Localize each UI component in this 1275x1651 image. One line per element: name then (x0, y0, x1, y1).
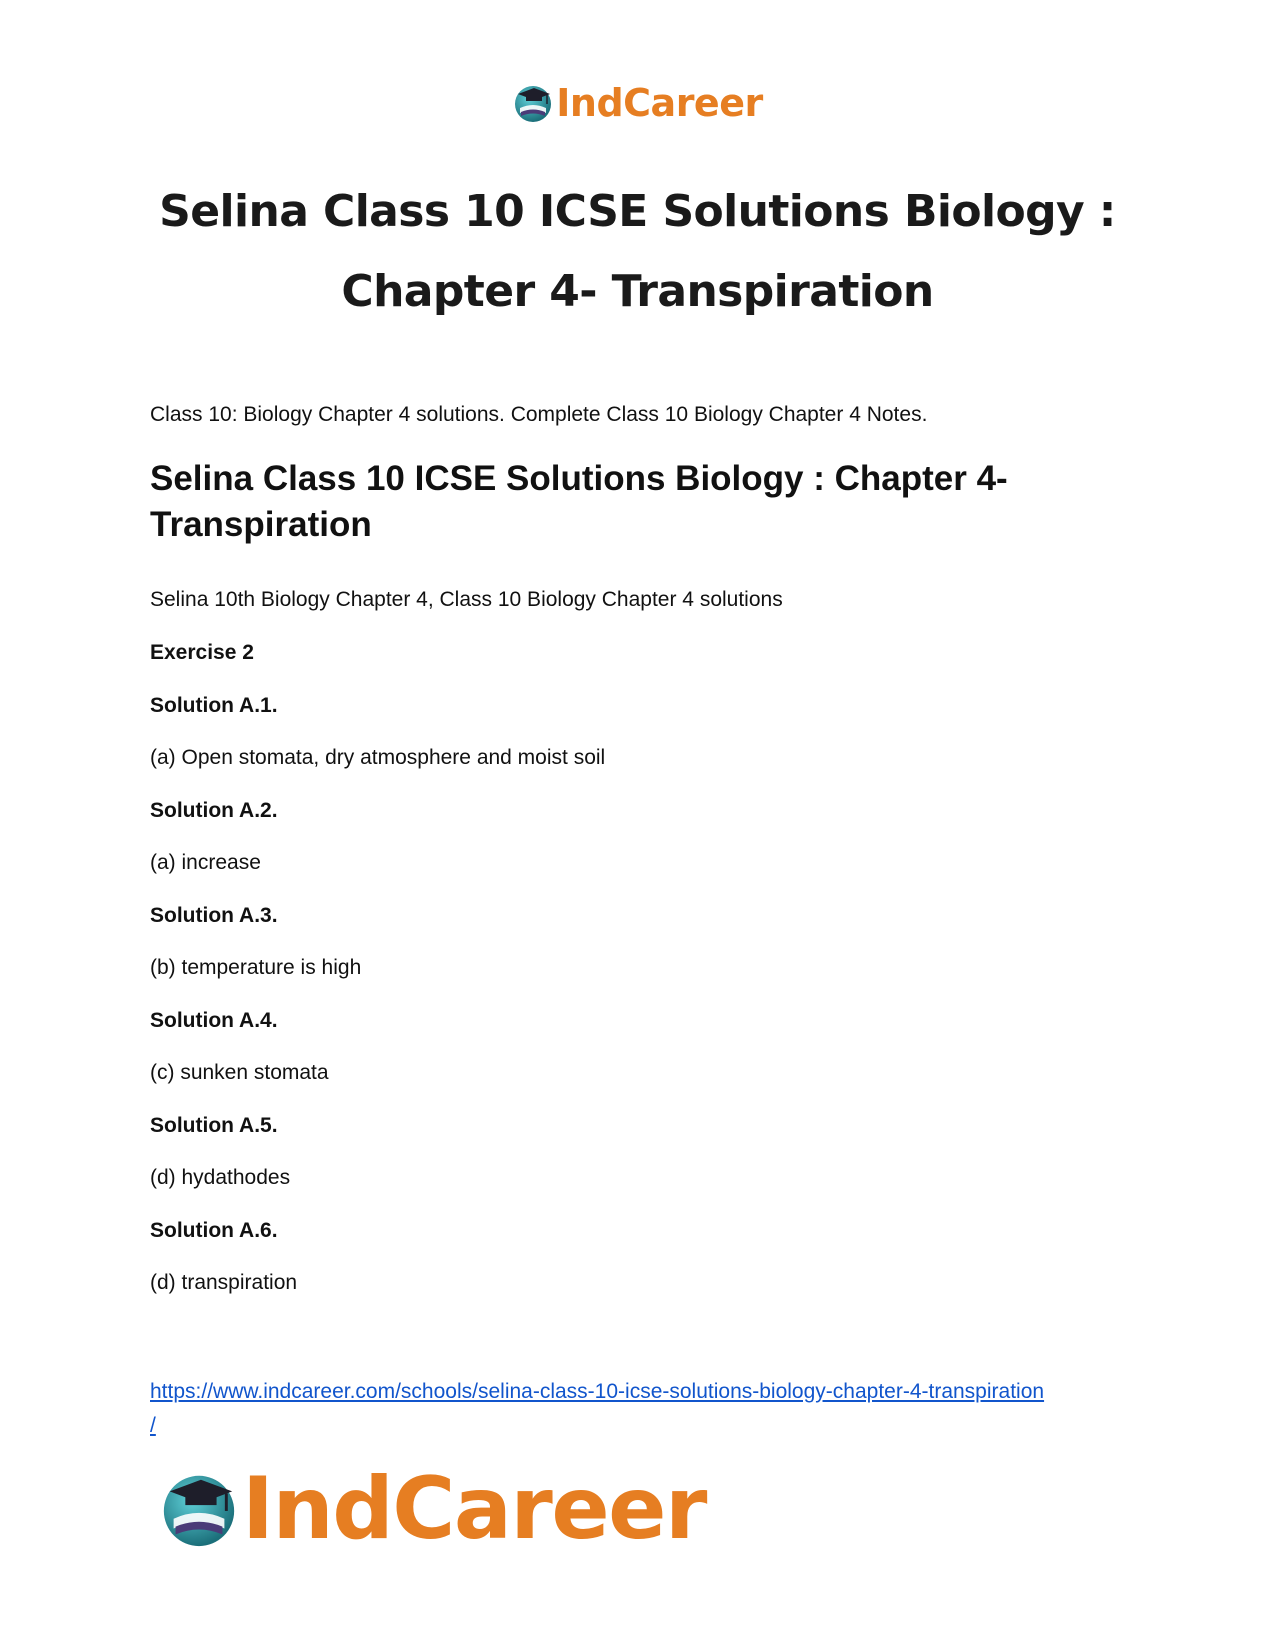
section-heading-line-1: Selina Class 10 ICSE Solutions Biology : Chapter 4- (150, 459, 1008, 498)
page-title (100, 172, 1175, 332)
source-link-line-2[interactable]: / (150, 1414, 156, 1437)
graduation-cap-globe-icon (158, 1468, 240, 1550)
source-link-line-1[interactable]: https://www.indcareer.com/schools/selina-class-10-icse-solutions-biology-chapter-4-transpiration (150, 1380, 1045, 1403)
source-link[interactable] (150, 1375, 1044, 1443)
page-title-line-2: Chapter 4- Transpiration (341, 266, 934, 317)
brand-name: IndCareer (242, 1459, 706, 1559)
header-logo (0, 80, 1275, 126)
solution-label: Solution A.4. (150, 1009, 278, 1032)
graduation-cap-globe-icon (512, 82, 554, 124)
solution-answer: (a) Open stomata, dry atmosphere and moist soil (150, 746, 606, 769)
footer-logo (158, 1459, 706, 1559)
solution-label: Solution A.5. (150, 1114, 278, 1137)
page-title-line-1: Selina Class 10 ICSE Solutions Biology : (159, 186, 1116, 237)
solution-answer: (b) temperature is high (150, 956, 362, 979)
solution-label: Solution A.6. (150, 1219, 278, 1242)
section-heading (150, 456, 1130, 548)
solution-label: Solution A.1. (150, 694, 278, 717)
subtitle-paragraph: Selina 10th Biology Chapter 4, Class 10 Biology Chapter 4 solutions (150, 588, 783, 611)
solution-label: Solution A.2. (150, 799, 278, 822)
section-heading-line-2: Transpiration (150, 505, 372, 544)
solution-answer: (c) sunken stomata (150, 1061, 329, 1084)
solution-answer: (d) transpiration (150, 1271, 298, 1294)
intro-paragraph: Class 10: Biology Chapter 4 solutions. Complete Class 10 Biology Chapter 4 Notes. (150, 403, 928, 426)
solution-label: Solution A.3. (150, 904, 278, 927)
exercise-heading: Exercise 2 (150, 641, 254, 664)
solution-answer: (a) increase (150, 851, 261, 874)
brand-name: IndCareer (556, 81, 763, 125)
solution-answer: (d) hydathodes (150, 1166, 291, 1189)
